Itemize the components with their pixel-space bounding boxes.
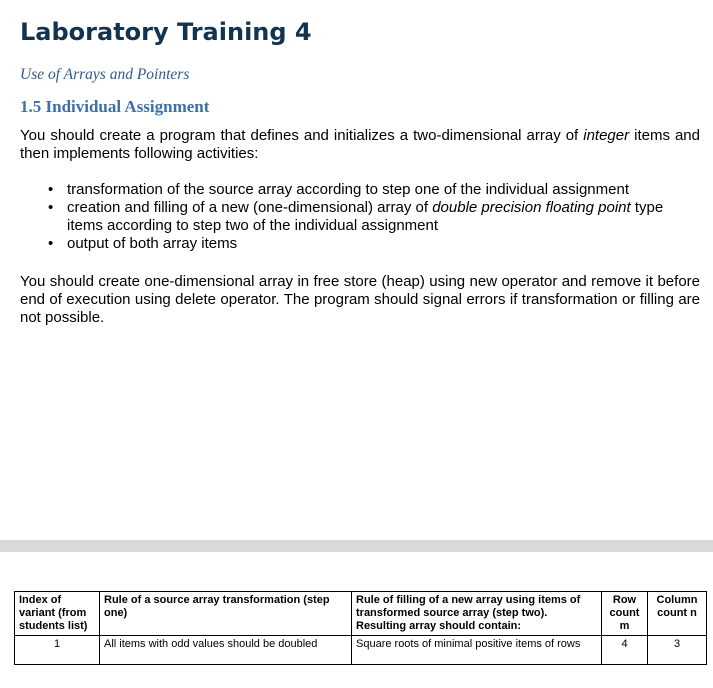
cell-column-count: 3 [648, 636, 707, 665]
cell-row-count: 4 [602, 636, 648, 665]
page-subtitle: Use of Arrays and Pointers [20, 66, 190, 83]
closing-paragraph: You should create one-dimensional array in free store (heap) using new operator and remove it before end of execution using delete operator. The program should signal errors if transformation or filling are not possible. [20, 273, 700, 326]
list-item-text-before: creation and filling of a new (one-dimensional) array of [67, 199, 433, 216]
intro-text-before: You should create a program that defines and initializes a two-dimensional array of [20, 127, 584, 144]
intro-text-after: items and then implements following activities: [20, 127, 700, 162]
assignment-table-wrapper [14, 591, 707, 665]
section-heading: 1.5 Individual Assignment [20, 97, 210, 116]
header-index: Index of variant (from students list) [15, 592, 100, 636]
list-item-text-emphasis: double precision floating point [432, 199, 631, 216]
bullet-icon: • [48, 181, 54, 198]
activity-list [48, 181, 688, 253]
cell-rule-fill: Square roots of minimal positive items of rows [352, 636, 602, 665]
bullet-icon: • [48, 235, 54, 252]
table-header-row [15, 592, 707, 636]
intro-paragraph [20, 127, 700, 163]
cell-index: 1 [15, 636, 100, 665]
list-item-text-after: type items according to step two of the individual assignment [67, 199, 664, 234]
page-title: Laboratory Training 4 [20, 18, 312, 46]
bullet-icon: • [48, 199, 54, 216]
page-divider [0, 540, 713, 552]
list-item [48, 181, 688, 199]
cell-rule-transform: All items with odd values should be doubled [100, 636, 352, 665]
header-rule-fill: Rule of filling of a new array using items of transformed source array (step two). Resulting array should contain: [352, 592, 602, 636]
header-row-count: Row count m [602, 592, 648, 636]
header-column-count: Column count n [648, 592, 707, 636]
list-item [48, 199, 688, 235]
list-item-text-before: transformation of the source array according to step one of the individual assignment [67, 181, 629, 198]
intro-text-emphasis: integer [583, 127, 630, 144]
list-item [48, 235, 688, 253]
list-item-text-before: output of both array items [67, 235, 238, 252]
assignment-table [14, 591, 707, 665]
table-row [15, 636, 707, 665]
header-rule-transform: Rule of a source array transformation (step one) [100, 592, 352, 636]
